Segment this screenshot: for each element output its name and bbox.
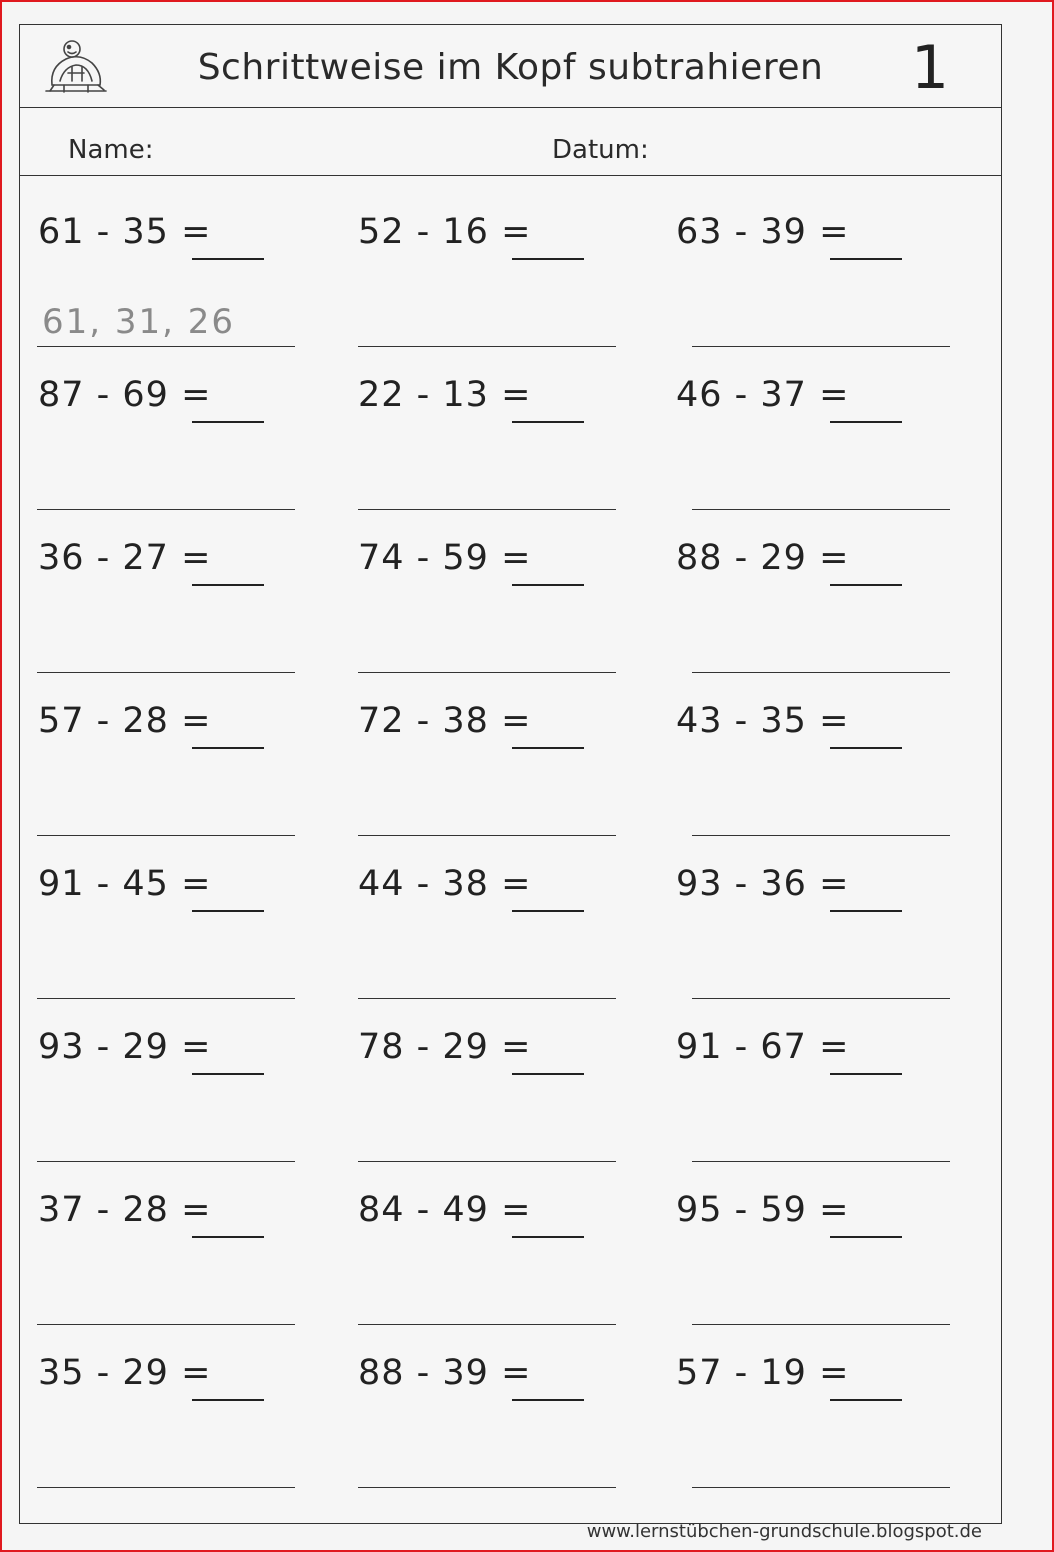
- sheet-number: 1: [910, 33, 949, 103]
- worksheet-header: [20, 25, 1001, 108]
- work-line[interactable]: [37, 835, 295, 836]
- name-label: Name:: [68, 135, 154, 165]
- work-line[interactable]: [692, 509, 950, 510]
- answer-blank[interactable]: [192, 584, 264, 586]
- problem-text: 74 - 59 =: [358, 538, 532, 578]
- problem-text: 22 - 13 =: [358, 375, 532, 415]
- problem-text: 44 - 38 =: [358, 864, 532, 904]
- answer-blank[interactable]: [512, 1399, 584, 1401]
- answer-blank[interactable]: [830, 910, 902, 912]
- work-line[interactable]: [358, 672, 616, 673]
- answer-blank[interactable]: [192, 421, 264, 423]
- problem-text: 78 - 29 =: [358, 1027, 532, 1067]
- work-line[interactable]: [37, 672, 295, 673]
- problem-text: 95 - 59 =: [676, 1190, 850, 1230]
- work-line[interactable]: [358, 509, 616, 510]
- problem-text: 88 - 29 =: [676, 538, 850, 578]
- problem-text: 72 - 38 =: [358, 701, 532, 741]
- answer-blank[interactable]: [192, 258, 264, 260]
- answer-blank[interactable]: [512, 258, 584, 260]
- problem-text: 84 - 49 =: [358, 1190, 532, 1230]
- problem-text: 88 - 39 =: [358, 1353, 532, 1393]
- answer-blank[interactable]: [512, 910, 584, 912]
- answer-blank[interactable]: [830, 584, 902, 586]
- work-line[interactable]: [37, 346, 295, 347]
- answer-blank[interactable]: [512, 421, 584, 423]
- work-line[interactable]: [37, 1487, 295, 1488]
- work-line[interactable]: [37, 1161, 295, 1162]
- work-line[interactable]: [37, 1324, 295, 1325]
- work-line[interactable]: [358, 998, 616, 999]
- problem-text: 52 - 16 =: [358, 212, 532, 252]
- work-line[interactable]: [37, 509, 295, 510]
- work-line[interactable]: [692, 346, 950, 347]
- work-line[interactable]: [692, 1487, 950, 1488]
- work-line[interactable]: [692, 998, 950, 999]
- problem-text: 93 - 29 =: [38, 1027, 212, 1067]
- work-line[interactable]: [358, 1487, 616, 1488]
- problem-text: 91 - 45 =: [38, 864, 212, 904]
- page-title: Schrittweise im Kopf subtrahieren: [197, 47, 824, 88]
- answer-blank[interactable]: [830, 747, 902, 749]
- work-line[interactable]: [692, 1161, 950, 1162]
- problem-text: 46 - 37 =: [676, 375, 850, 415]
- answer-blank[interactable]: [192, 910, 264, 912]
- answer-blank[interactable]: [512, 584, 584, 586]
- work-line[interactable]: [37, 998, 295, 999]
- answer-blank[interactable]: [512, 747, 584, 749]
- answer-blank[interactable]: [192, 1399, 264, 1401]
- answer-blank[interactable]: [192, 1073, 264, 1075]
- example-steps: 61, 31, 26: [42, 302, 236, 342]
- answer-blank[interactable]: [192, 1236, 264, 1238]
- answer-blank[interactable]: [830, 421, 902, 423]
- problem-text: 43 - 35 =: [676, 701, 850, 741]
- problem-text: 57 - 28 =: [38, 701, 212, 741]
- answer-blank[interactable]: [830, 258, 902, 260]
- work-line[interactable]: [358, 346, 616, 347]
- answer-blank[interactable]: [830, 1236, 902, 1238]
- work-line[interactable]: [692, 1324, 950, 1325]
- problem-text: 87 - 69 =: [38, 375, 212, 415]
- answer-blank[interactable]: [830, 1399, 902, 1401]
- answer-blank[interactable]: [512, 1236, 584, 1238]
- work-line[interactable]: [692, 835, 950, 836]
- answer-blank[interactable]: [192, 747, 264, 749]
- answer-blank[interactable]: [830, 1073, 902, 1075]
- name-date-row: [20, 107, 1001, 176]
- problem-text: 57 - 19 =: [676, 1353, 850, 1393]
- problem-text: 63 - 39 =: [676, 212, 850, 252]
- problem-text: 35 - 29 =: [38, 1353, 212, 1393]
- footer-url: www.lernstübchen-grundschule.blogspot.de: [586, 1521, 982, 1542]
- problem-text: 61 - 35 =: [38, 212, 212, 252]
- problem-text: 91 - 67 =: [676, 1027, 850, 1067]
- answer-blank[interactable]: [512, 1073, 584, 1075]
- work-line[interactable]: [358, 835, 616, 836]
- problem-text: 37 - 28 =: [38, 1190, 212, 1230]
- date-label: Datum:: [552, 135, 649, 165]
- problem-text: 36 - 27 =: [38, 538, 212, 578]
- work-line[interactable]: [692, 672, 950, 673]
- work-line[interactable]: [358, 1324, 616, 1325]
- problem-text: 93 - 36 =: [676, 864, 850, 904]
- work-line[interactable]: [358, 1161, 616, 1162]
